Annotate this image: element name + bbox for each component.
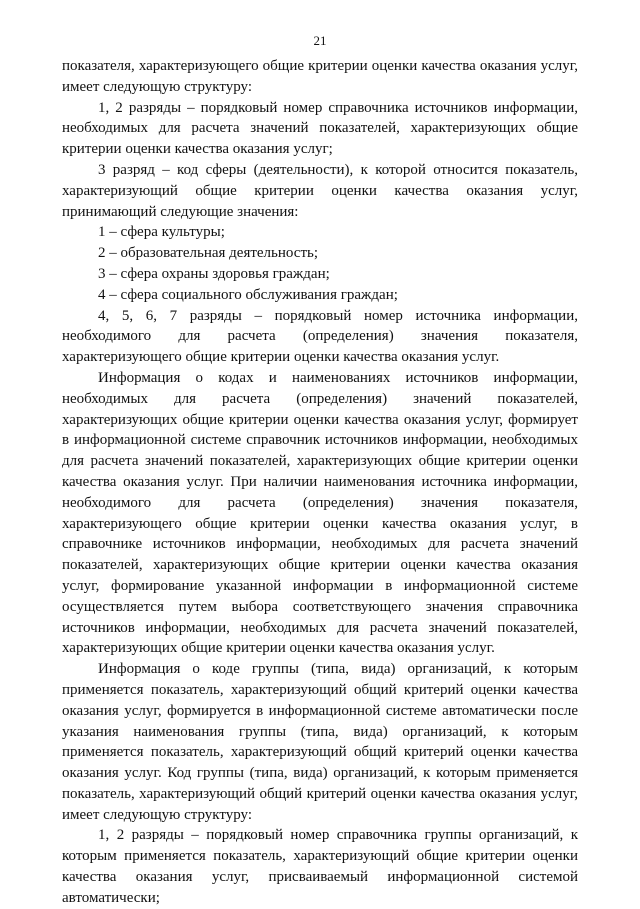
paragraph-3: 3 разряд – код сферы (деятельности), к которой относится показатель, характеризующий общие критерии оценки качества оказания услуг, принимающий следующие значения:: [62, 161, 578, 220]
body-text: [62, 56, 578, 909]
paragraph-4: 4, 5, 6, 7 разряды – порядковый номер источника информации, необходимого для расчета (определения) значения показателя, характеризующего общие критерии оценки качества оказания услуг.: [62, 307, 578, 366]
list-item-3: 3 – сфера охраны здоровья граждан;: [98, 265, 330, 282]
paragraph-6: Информация о коде группы (типа, вида) организаций, к которым применяется показатель, характеризующий общий критерий оценки качества оказания услуг, формируется в информационной системе автоматически после указания наименования группы (типа, вида) организаций, к которым применяется показатель, характеризующий общий критерий оценки качества оказания услуг. Код группы (типа, вида) организаций, к которым применяется показатель, характеризующий общий критерий оценки качества оказания услуг, имеет следующую структуру:: [62, 661, 578, 823]
paragraph-1: показателя, характеризующего общие критерии оценки качества оказания услуг, имеет следующую структуру:: [62, 58, 578, 95]
list-item-4: 4 – сфера социального обслуживания граждан;: [98, 286, 398, 303]
paragraph-2: 1, 2 разряды – порядковый номер справочника источников информации, необходимых для расчета значений показателей, характеризующих общие критерии оценки качества оказания услуг;: [62, 99, 578, 158]
list-item-1: 1 – сфера культуры;: [98, 224, 225, 241]
list-item-2: 2 – образовательная деятельность;: [98, 245, 319, 262]
page-number: 21: [313, 33, 327, 48]
paragraph-7: 1, 2 разряды – порядковый номер справочника группы организаций, к которым применяется показатель, характеризующий общие критерии оценки качества оказания услуг, присваиваемый информационной системой автоматически;: [62, 827, 578, 906]
paragraph-5: Информация о кодах и наименованиях источников информации, необходимых для расчета (определения) значений показателей, характеризующих общие критерии оценки качества оказания услуг, формирует в информационной системе справочник источников информации, необходимых для расчета значений показателей, характеризующих общие критерии оценки качества оказания услуг. При наличии наименования источника информации, необходимого для расчета (определения) значения показателя, характеризующего общие критерии оценки качества оказания услуг, в справочнике источников информации, необходимых для расчета значений показателей, характеризующих общие критерии оценки качества оказания услуг, формирование указанной информации в информационной системе осуществляется путем выбора соответствующего значения справочника источников информации, необходимых для расчета значений показателей, характеризующих общие критерии оценки качества оказания услуг.: [62, 369, 578, 657]
